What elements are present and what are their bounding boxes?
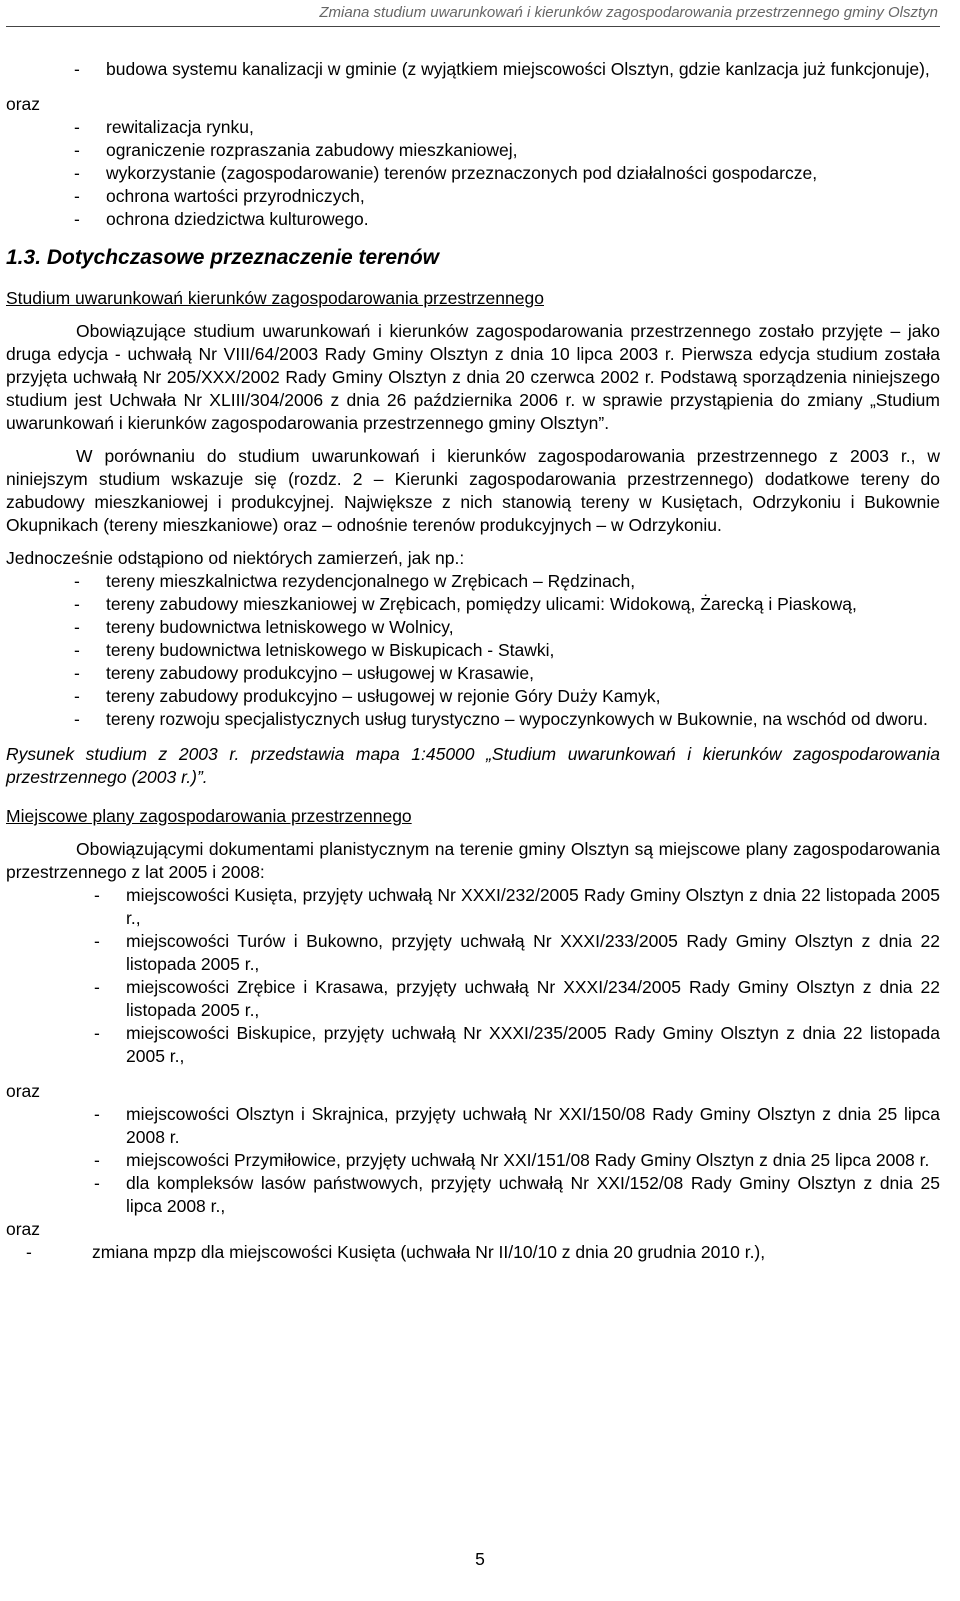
studium-paragraph-2: W porównaniu do studium uwarunkowań i kierunków zagospodarowania przestrzennego z 2003 r., w niniejszym studium wskazuje się (rozdz. 2 – Kierunki zagospodarowania przestrzennego) dodatkowe tereny do zabudowy mieszkaniowej i produkcyjnej. Największe z nich stanowią tereny w Kusiętach, Odrzykoniu i Bukownie Okupnikach (tereny mieszkaniowe) oraz – odnośnie terenów produkcyjnych – w Odrzykoniu.: [6, 446, 940, 535]
studium-paragraph-1: Obowiązujące studium uwarunkowań i kierunków zagospodarowania przestrzennego zostało przyjęte – jako druga edycja - uchwałą Nr VIII/64/2003 Rady Gminy Olsztyn z dnia 10 lipca 2003 r. Pierwsza edycja studium została przyjęta uchwałą Nr 205/XXX/2002 Rady Gminy Olsztyn z dnia 20 czerwca 2002 r. Podstawą sporządzenia niniejszego studium jest Uchwała Nr XLIII/304/2006 z dnia 26 października 2006 r. w sprawie przystąpienia do zmiany „Studium uwarunkowań i kierunków zagospodarowania przestrzennego gminy Olsztyn”.: [6, 321, 940, 433]
oraz-label: oraz: [6, 1081, 41, 1101]
list-dash: -: [94, 1173, 100, 1193]
running-header: Zmiana studium uwarunkowań i kierunków zagospodarowania przestrzennego gminy Olsztyn: [319, 4, 938, 21]
list-item-text: miejscowości Kusięta, przyjęty uchwałą Nr XXXI/232/2005 Rady Gminy Olsztyn z dnia 22 listopada 2005 r.,: [126, 885, 940, 928]
list-item: [6, 58, 940, 81]
list-item-text: zmiana mpzp dla miejscowości Kusięta (uchwała Nr II/10/10 z dnia 20 grudnia 2010 r.),: [92, 1242, 766, 1262]
list-item-text: miejscowości Turów i Bukowno, przyjęty uchwałą Nr XXXI/233/2005 Rady Gminy Olsztyn z dnia 22 listopada 2005 r.,: [126, 931, 940, 974]
list-item: [6, 116, 940, 139]
list-dash: -: [94, 977, 100, 997]
mpzp-list-2008: [6, 1103, 940, 1218]
list-item: [6, 708, 940, 731]
list-item-text: tereny budownictwa letniskowego w Wolnicy,: [106, 617, 454, 637]
list-item: [6, 639, 940, 662]
list-item: [6, 162, 940, 185]
list-item-text: miejscowości Olsztyn i Skrajnica, przyjęty uchwałą Nr XXI/150/08 Rady Gminy Olsztyn z dnia 25 lipca 2008 r.: [126, 1104, 940, 1147]
list-dash: -: [74, 617, 80, 637]
oraz-label: oraz: [6, 94, 41, 114]
list-item: [6, 1172, 940, 1218]
list-dash: -: [94, 931, 100, 951]
list-dash: -: [94, 1023, 100, 1043]
list-dash: -: [74, 140, 80, 160]
list-item-text: miejscowości Zrębice i Krasawa, przyjęty uchwałą Nr XXXI/234/2005 Rady Gminy Olsztyn z dnia 22 listopada 2005 r.,: [126, 977, 940, 1020]
list-item: [6, 685, 940, 708]
list-item: [6, 1149, 940, 1172]
list-item: [6, 593, 940, 616]
list-item-text: ograniczenie rozpraszania zabudowy mieszkaniowej,: [106, 140, 518, 160]
abandoned-list: [6, 570, 940, 731]
list-item-text: tereny zabudowy mieszkaniowej w Zrębicach, pomiędzy ulicami: Widokową, Żarecką i Piaskową,: [106, 594, 857, 614]
list-item: [6, 1022, 940, 1068]
list-dash: -: [74, 186, 80, 206]
list-item-text: ochrona dziedzictwa kulturowego.: [106, 209, 369, 229]
list-item-text: miejscowości Biskupice, przyjęty uchwałą Nr XXXI/235/2005 Rady Gminy Olsztyn z dnia 22 listopada 2005 r.,: [126, 1023, 940, 1066]
mpzp-heading: Miejscowe plany zagospodarowania przestrzennego: [6, 806, 412, 826]
list-dash: -: [94, 1150, 100, 1170]
abandoned-intro: Jednocześnie odstąpiono od niektórych zamierzeń, jak np.:: [6, 548, 465, 568]
list-item-text: tereny mieszkalnictwa rezydencjonalnego w Zrębicach – Rędzinach,: [106, 571, 636, 591]
list-item: [6, 139, 940, 162]
list-item-text: ochrona wartości przyrodniczych,: [106, 186, 365, 206]
mpzp-intro: Obowiązującymi dokumentami planistycznym na terenie gminy Olsztyn są miejscowe plany zagospodarowania przestrzennego z lat 2005 i 2008:: [6, 839, 940, 882]
list-item: [6, 616, 940, 639]
section-title: 1.3. Dotychczasowe przeznaczenie terenów: [6, 246, 439, 269]
list-dash: -: [74, 571, 80, 591]
list-item-last: [6, 1241, 940, 1264]
list-item: [6, 662, 940, 685]
list-item: [6, 570, 940, 593]
list-dash: -: [74, 59, 80, 79]
list-dash: -: [74, 209, 80, 229]
list-item-text: miejscowości Przymiłowice, przyjęty uchwałą Nr XXI/151/08 Rady Gminy Olsztyn z dnia 25 lipca 2008 r.: [126, 1150, 930, 1170]
figure-note: Rysunek studium z 2003 r. przedstawia mapa 1:45000 „Studium uwarunkowań i kierunków zagospodarowania przestrzennego (2003 r.)”.: [6, 744, 940, 787]
mpzp-list-2005: [6, 884, 940, 1068]
list-item-text: tereny rozwoju specjalistycznych usług turystyczno – wypoczynkowych w Bukownie, na wschód od dworu.: [106, 709, 928, 729]
goals-list: [6, 116, 940, 231]
oraz-label: oraz: [6, 1219, 41, 1239]
header-rule: [6, 26, 940, 27]
list-item-text: dla kompleksów lasów państwowych, przyjęty uchwałą Nr XXI/152/08 Rady Gminy Olsztyn z dnia 25 lipca 2008 r.,: [126, 1173, 940, 1216]
list-item: [6, 884, 940, 930]
list-item-text: wykorzystanie (zagospodarowanie) terenów przeznaczonych pod działalności gospodarcze,: [106, 163, 818, 183]
list-item: [6, 1103, 940, 1149]
list-dash: -: [26, 1242, 32, 1262]
list-dash: -: [74, 594, 80, 614]
page-number: 5: [475, 1549, 485, 1569]
list-item-text: budowa systemu kanalizacji w gminie (z wyjątkiem miejscowości Olsztyn, gdzie kanlzacja już funkcjonuje),: [106, 59, 930, 79]
list-dash: -: [74, 709, 80, 729]
intro-list: [6, 58, 940, 81]
list-dash: -: [74, 640, 80, 660]
list-item-text: tereny zabudowy produkcyjno – usługowej w rejonie Góry Duży Kamyk,: [106, 686, 661, 706]
list-dash: -: [94, 1104, 100, 1124]
list-item: [6, 930, 940, 976]
list-dash: -: [74, 686, 80, 706]
list-item-text: tereny budownictwa letniskowego w Biskupicach - Stawki,: [106, 640, 555, 660]
list-dash: -: [74, 117, 80, 137]
list-item: [6, 976, 940, 1022]
list-item-text: tereny zabudowy produkcyjno – usługowej w Krasawie,: [106, 663, 535, 683]
list-dash: -: [74, 163, 80, 183]
list-dash: -: [74, 663, 80, 683]
list-item: [6, 208, 940, 231]
list-dash: -: [94, 885, 100, 905]
list-item: [6, 185, 940, 208]
page-content: [6, 58, 940, 1264]
list-item-text: rewitalizacja rynku,: [106, 117, 254, 137]
studium-heading: Studium uwarunkowań kierunków zagospodarowania przestrzennego: [6, 288, 544, 308]
